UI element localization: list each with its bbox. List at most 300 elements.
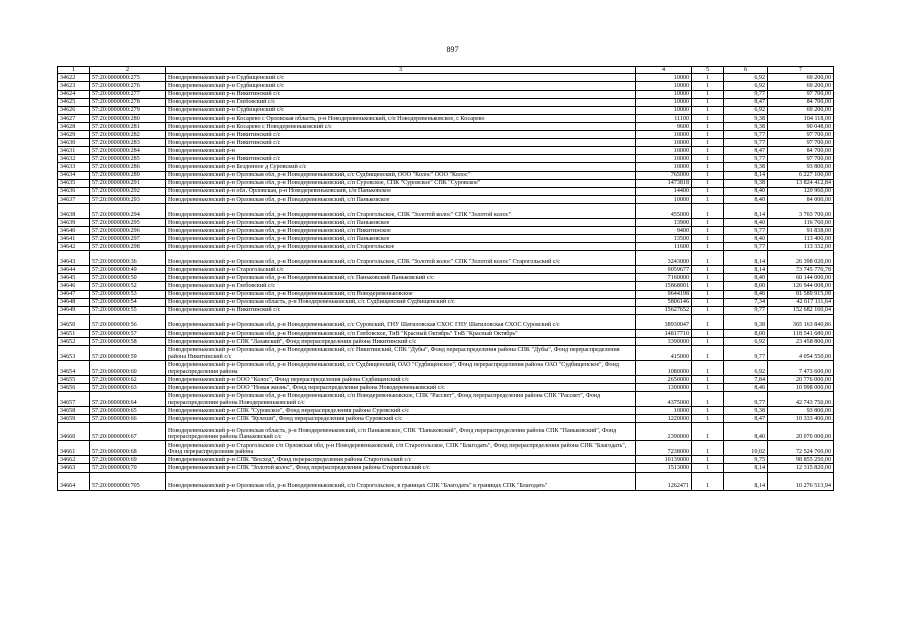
cell-total: 120 960,00 <box>768 187 834 195</box>
cell-n: 1 <box>692 441 724 456</box>
cell-area: 10000 <box>636 147 692 155</box>
cell-id: 34629 <box>58 131 90 139</box>
cell-n: 1 <box>692 290 724 298</box>
cell-cad: 57:20:0000000:289 <box>90 171 166 179</box>
cell-total: 10 333 400,00 <box>768 415 834 423</box>
cell-id: 34661 <box>58 441 90 456</box>
cell-cad: 57:20:0000000:285 <box>90 155 166 163</box>
cell-n: 1 <box>692 139 724 147</box>
cell-id: 34623 <box>58 82 90 90</box>
cell-area: 1220000 <box>636 415 692 423</box>
column-header: 4 <box>636 67 692 74</box>
column-header: 2 <box>90 67 166 74</box>
cell-desc: Новодеревеньковский р-н Глебовский с/с <box>166 98 636 106</box>
cell-cad: 57:20:0000000:705 <box>90 472 166 490</box>
cell-cad: 57:20:0000000:68 <box>90 441 166 456</box>
cell-cad: 57:20:0000000:279 <box>90 106 166 114</box>
cell-area: 9644198 <box>636 290 692 298</box>
cell-price: 8,40 <box>724 195 768 203</box>
cell-total: 116 760,00 <box>768 218 834 226</box>
cell-id: 34660 <box>58 423 90 441</box>
cell-total: 365 163 840,86 <box>768 314 834 329</box>
cell-desc: Новодеревеньковский р-н Орловская обл, р-н Новодеревеньковский, с/п Паньковское <box>166 218 636 226</box>
cell-price: 6,92 <box>724 74 768 82</box>
cell-n: 1 <box>692 423 724 441</box>
table-row <box>58 131 834 139</box>
cell-n: 1 <box>692 195 724 203</box>
cell-desc: Новодеревеньковский р-н Орловская область, р-н Новодеревеньковский, с/п Паньковское, СПК "Паньковский", Фонд перераспределения района СПК "Паньковский", Фонд перераспределения района Паньковский с/с <box>166 423 636 441</box>
cell-desc: Новодеревеньковский р-н Судбищенский с/с <box>166 106 636 114</box>
table-row <box>58 415 834 423</box>
cell-cad: 57:20:0000000:294 <box>90 203 166 218</box>
cell-price: 6,92 <box>724 337 768 345</box>
cell-price: 8,14 <box>724 171 768 179</box>
cell-cad: 57:20:0000000:70 <box>90 464 166 472</box>
cell-price: 8,40 <box>724 235 768 243</box>
table-row <box>58 472 834 490</box>
cell-area: 38930047 <box>636 314 692 329</box>
cell-total: 84 700,00 <box>768 98 834 106</box>
cell-total: 10 276 513,94 <box>768 472 834 490</box>
cell-desc: Новодеревеньковский р-н СПК "Кулеши", Фонд перераспределения района Суровский с/с <box>166 415 636 423</box>
cell-price: 8,14 <box>724 464 768 472</box>
cell-desc: Новодеревеньковский р-н <box>166 147 636 155</box>
cell-desc: Новодеревеньковский р-н Орловская обл, р-н Новодеревеньковский, с/с Судбищенский, ОАО "Судбищенское", Фонд перераспределения района ОАО "Судбищенское", Фонд перераспределения района <box>166 361 636 376</box>
cell-n: 1 <box>692 226 724 234</box>
cell-total: 98 855 250,00 <box>768 456 834 464</box>
cell-price: 8,40 <box>724 218 768 226</box>
cell-desc: Новодеревеньковский р-н Орловская обл, р-н Новодеревеньковский, с/п Старогольское <box>166 243 636 251</box>
cell-n: 1 <box>692 235 724 243</box>
cell-cad: 57:20:0000000:54 <box>90 298 166 306</box>
cell-id: 34654 <box>58 361 90 376</box>
cell-desc: Новодеревеньковский р-н Орловская обл, р-н Новодеревеньковский, с/п Новодеревеньковское, СПК "Рассвет", Фонд перераспределения района СПК "Рассвет", Фонд перераспределения района Новодеревеньковский с/с <box>166 392 636 407</box>
cell-desc: Новодеревеньковский р-н Орловская обл, р-н Новодеревеньковский, с/п Паньковское <box>166 195 636 203</box>
cell-n: 1 <box>692 274 724 282</box>
cell-id: 34634 <box>58 171 90 179</box>
table-row <box>58 346 834 361</box>
cell-area: 765000 <box>636 171 692 179</box>
cell-total: 7 473 600,00 <box>768 361 834 376</box>
cell-area: 1262471 <box>636 472 692 490</box>
cell-price: 8,14 <box>724 251 768 266</box>
cell-desc: Новодеревеньковский р-н ООО "Колос", Фонд перераспределения района Судбищенский с/с <box>166 376 636 384</box>
cell-area: 2390000 <box>636 423 692 441</box>
cell-id: 34664 <box>58 472 90 490</box>
cell-n: 1 <box>692 171 724 179</box>
cell-n: 1 <box>692 282 724 290</box>
cell-desc: Новодеревеньковский р-н Орловская обл, р-н Новодеревеньковский, с/п Суровское, СПК "Суровское" СПК "Суровское" <box>166 179 636 187</box>
table-row <box>58 384 834 392</box>
cell-price: 9,77 <box>724 392 768 407</box>
table-row <box>58 329 834 337</box>
cell-n: 1 <box>692 114 724 122</box>
table-row <box>58 147 834 155</box>
cell-n: 1 <box>692 155 724 163</box>
cell-cad: 57:20:0000000:276 <box>90 82 166 90</box>
table-row <box>58 163 834 171</box>
cell-desc: Новодеревеньковский р-н Орловская обл, р-н Новодеревеньковский, с/с Судбищенский, ООО "Колос" ООО "Колос" <box>166 171 636 179</box>
cell-n: 1 <box>692 106 724 114</box>
cell-total: 97 700,00 <box>768 139 834 147</box>
cell-price: 6,92 <box>724 361 768 376</box>
cell-area: 15627652 <box>636 306 692 314</box>
cell-total: 84 700,00 <box>768 147 834 155</box>
cell-n: 1 <box>692 243 724 251</box>
cell-id: 34653 <box>58 346 90 361</box>
cell-cad: 57:20:0000000:293 <box>90 195 166 203</box>
cell-price: 9,77 <box>724 306 768 314</box>
cell-price: 8,14 <box>724 472 768 490</box>
cell-area: 1473818 <box>636 179 692 187</box>
cell-desc: Новодеревеньковский р-н СПК "Суровское", Фонд перераспределения района Суровский с/с <box>166 407 636 415</box>
cell-id: 34641 <box>58 235 90 243</box>
cell-price: 9,38 <box>724 407 768 415</box>
cell-id: 34662 <box>58 456 90 464</box>
cell-id: 34649 <box>58 306 90 314</box>
cell-id: 34637 <box>58 195 90 203</box>
table-row <box>58 179 834 187</box>
cell-price: 7,34 <box>724 298 768 306</box>
cell-area: 7160000 <box>636 274 692 282</box>
cell-total: 113 332,00 <box>768 243 834 251</box>
cell-price: 9,77 <box>724 243 768 251</box>
cell-price: 9,77 <box>724 346 768 361</box>
cell-id: 34655 <box>58 376 90 384</box>
cell-desc: Новодеревеньковский р-н Орловская обл, р-н Новодеревеньковский, с/п Никитинское <box>166 226 636 234</box>
cell-n: 1 <box>692 407 724 415</box>
cell-cad: 57:20:0000000:286 <box>90 163 166 171</box>
table-row <box>58 274 834 282</box>
cell-n: 1 <box>692 376 724 384</box>
cell-n: 1 <box>692 464 724 472</box>
cell-price: 8,46 <box>724 290 768 298</box>
table-row <box>58 195 834 203</box>
cell-total: 81 589 915,08 <box>768 290 834 298</box>
table-row <box>58 407 834 415</box>
cell-area: 10000 <box>636 139 692 147</box>
table-row <box>58 392 834 407</box>
cell-total: 97 700,00 <box>768 155 834 163</box>
table-row <box>58 306 834 314</box>
cell-area: 3390000 <box>636 337 692 345</box>
cell-n: 1 <box>692 415 724 423</box>
cell-price: 9,38 <box>724 122 768 130</box>
cell-desc: Новодеревеньковский р-н Орловская обл, р-н Новодеревеньковский, с/с Паньковский Паньковский с/с <box>166 274 636 282</box>
column-header: 7 <box>768 67 834 74</box>
table-row <box>58 226 834 234</box>
cell-total: 84 000,00 <box>768 195 834 203</box>
table-row <box>58 298 834 306</box>
cell-id: 34644 <box>58 266 90 274</box>
cell-price: 8,40 <box>724 187 768 195</box>
cell-id: 34632 <box>58 155 90 163</box>
cell-price: 8,40 <box>724 274 768 282</box>
cell-desc: Новодеревеньковский р-н Косарево с Новодеревеньковский с/с <box>166 122 636 130</box>
cell-desc: Новодеревеньковский р-н СПК "Восход", Фонд перераспределения района Старогольский с/с <box>166 456 636 464</box>
cell-n: 1 <box>692 456 724 464</box>
cell-total: 26 398 020,00 <box>768 251 834 266</box>
cell-area: 14817710 <box>636 329 692 337</box>
cell-id: 34628 <box>58 122 90 130</box>
cell-cad: 57:20:0000000:69 <box>90 456 166 464</box>
cell-id: 34648 <box>58 298 90 306</box>
cell-cad: 57:20:0000000:62 <box>90 376 166 384</box>
cell-price: 9,77 <box>724 226 768 234</box>
table-row <box>58 243 834 251</box>
cell-desc: Новодеревеньковский р-н Орловская обл, р-н Новодеревеньковский, с/с Суровский, ГНУ Шатиловская СХОС ГНУ Шатиловская СХОС Суровский с/с <box>166 314 636 329</box>
cell-area: 10000 <box>636 163 692 171</box>
cell-n: 1 <box>692 90 724 98</box>
cell-n: 1 <box>692 329 724 337</box>
cell-total: 72 524 760,00 <box>768 441 834 456</box>
cell-cad: 57:20:0000000:36 <box>90 251 166 266</box>
cell-area: 3243000 <box>636 251 692 266</box>
cell-cad: 57:20:0000000:49 <box>90 266 166 274</box>
table-row <box>58 218 834 226</box>
cell-desc: Новодеревеньковский р-н Орловская обл, р-н Новодеревеньковский, с/п Старогольское, СПК "Золотой колос" СПК "Золотой колос" <box>166 203 636 218</box>
cell-price: 9,77 <box>724 90 768 98</box>
cell-cad: 57:20:0000000:284 <box>90 147 166 155</box>
column-number-row <box>58 67 834 74</box>
cell-total: 42 743 750,00 <box>768 392 834 407</box>
cell-total: 126 944 008,00 <box>768 282 834 290</box>
cell-area: 10000 <box>636 74 692 82</box>
cell-area: 11600 <box>636 243 692 251</box>
cell-price: 8,47 <box>724 147 768 155</box>
cell-id: 34636 <box>58 187 90 195</box>
cell-cad: 57:20:0000000:296 <box>90 226 166 234</box>
cell-price: 9,38 <box>724 314 768 329</box>
cell-price: 8,00 <box>724 282 768 290</box>
cell-cad: 57:20:0000000:292 <box>90 187 166 195</box>
cell-n: 1 <box>692 472 724 490</box>
cell-id: 34658 <box>58 407 90 415</box>
cell-id: 34652 <box>58 337 90 345</box>
cell-cad: 57:20:0000000:56 <box>90 314 166 329</box>
cell-total: 3 703 700,00 <box>768 203 834 218</box>
cell-total: 13 824 412,84 <box>768 179 834 187</box>
cell-desc: Новодеревеньковский р-н ООО "Новая жизнь", Фонд перераспределения района Новодеревеньковский с/с <box>166 384 636 392</box>
cell-price: 9,77 <box>724 139 768 147</box>
cell-price: 9,75 <box>724 456 768 464</box>
cell-desc: Новодеревеньковский р-н Судбищенский с/с <box>166 82 636 90</box>
cell-area: 1300000 <box>636 384 692 392</box>
cell-total: 23 458 800,00 <box>768 337 834 345</box>
cell-total: 10 998 000,00 <box>768 384 834 392</box>
cell-cad: 57:20:0000000:60 <box>90 361 166 376</box>
cell-n: 1 <box>692 179 724 187</box>
cell-area: 9059677 <box>636 266 692 274</box>
cell-n: 1 <box>692 361 724 376</box>
table-row <box>58 290 834 298</box>
table-row <box>58 441 834 456</box>
cell-total: 118 541 680,00 <box>768 329 834 337</box>
land-register-table <box>57 66 834 491</box>
cell-price: 8,40 <box>724 423 768 441</box>
cell-price: 8,00 <box>724 329 768 337</box>
cell-id: 34638 <box>58 203 90 218</box>
cell-cad: 57:20:0000000:280 <box>90 114 166 122</box>
cell-n: 1 <box>692 298 724 306</box>
column-header: 3 <box>166 67 636 74</box>
cell-area: 11100 <box>636 114 692 122</box>
cell-n: 1 <box>692 218 724 226</box>
cell-area: 455000 <box>636 203 692 218</box>
cell-area: 10000 <box>636 106 692 114</box>
table-row <box>58 122 834 130</box>
column-header: 6 <box>724 67 768 74</box>
cell-area: 9600 <box>636 122 692 130</box>
cell-area: 13500 <box>636 235 692 243</box>
table-row <box>58 314 834 329</box>
cell-price: 9,38 <box>724 114 768 122</box>
cell-price: 8,14 <box>724 203 768 218</box>
cell-n: 1 <box>692 98 724 106</box>
cell-total: 97 700,00 <box>768 131 834 139</box>
cell-total: 60 144 000,00 <box>768 274 834 282</box>
cell-desc: Новодеревеньковский р-н Судбищенский с/с <box>166 74 636 82</box>
cell-cad: 57:20:0000000:275 <box>90 74 166 82</box>
cell-id: 34627 <box>58 114 90 122</box>
cell-total: 20 776 000,00 <box>768 376 834 384</box>
table-row <box>58 423 834 441</box>
cell-cad: 57:20:0000000:66 <box>90 415 166 423</box>
cell-id: 34663 <box>58 464 90 472</box>
cell-n: 1 <box>692 306 724 314</box>
cell-n: 1 <box>692 337 724 345</box>
cell-id: 34645 <box>58 274 90 282</box>
cell-desc: Новодеревеньковский р-н Никитинский с/с <box>166 90 636 98</box>
cell-id: 34635 <box>58 179 90 187</box>
table-row <box>58 464 834 472</box>
cell-price: 9,38 <box>724 163 768 171</box>
cell-area: 5806146 <box>636 298 692 306</box>
cell-area: 15868001 <box>636 282 692 290</box>
cell-n: 1 <box>692 131 724 139</box>
page-number: 897 <box>446 45 459 54</box>
cell-desc: Новодеревеньковский р-н Никитинский с/с <box>166 139 636 147</box>
cell-area: 415000 <box>636 346 692 361</box>
table-row <box>58 82 834 90</box>
cell-cad: 57:20:0000000:298 <box>90 243 166 251</box>
cell-id: 34659 <box>58 415 90 423</box>
table-row <box>58 74 834 82</box>
cell-desc: Новодеревеньковский р-н Старогольское с/п Орловская обл, р-н Новодеревеньковский, с/п Старогольское, СПК "Благодать", Фонд перераспределения района СПК "Благодать", Фонд перераспределения района <box>166 441 636 456</box>
cell-price: 7,84 <box>724 376 768 384</box>
cell-total: 69 200,00 <box>768 74 834 82</box>
cell-total: 152 682 160,04 <box>768 306 834 314</box>
cell-desc: Новодеревеньковский р-н Орловская область, р-н Новодеревеньковский, с/с Судбищенский Судбищенский с/с <box>166 298 636 306</box>
table-row <box>58 90 834 98</box>
cell-cad: 57:20:0000000:53 <box>90 290 166 298</box>
cell-area: 10000 <box>636 82 692 90</box>
cell-total: 12 315 820,00 <box>768 464 834 472</box>
column-header: 1 <box>58 67 90 74</box>
cell-n: 1 <box>692 346 724 361</box>
cell-total: 4 054 550,00 <box>768 346 834 361</box>
cell-cad: 57:20:0000000:282 <box>90 131 166 139</box>
cell-desc: Новодеревеньковский р-н Глебовский с/с <box>166 282 636 290</box>
cell-n: 1 <box>692 251 724 266</box>
table-row <box>58 251 834 266</box>
cell-cad: 57:20:0000000:57 <box>90 329 166 337</box>
cell-total: 20 076 000,00 <box>768 423 834 441</box>
table-row <box>58 282 834 290</box>
table-body <box>58 74 834 490</box>
cell-price: 8,47 <box>724 415 768 423</box>
cell-desc: Новодеревеньковский р-н обл. Орловская, р-н Новодеревеньковский, с/п Паньковское <box>166 187 636 195</box>
cell-id: 34650 <box>58 314 90 329</box>
cell-area: 10139000 <box>636 456 692 464</box>
cell-cad: 57:20:0000000:64 <box>90 392 166 407</box>
cell-id: 34626 <box>58 106 90 114</box>
cell-area: 13900 <box>636 218 692 226</box>
cell-id: 34642 <box>58 243 90 251</box>
cell-total: 93 800,00 <box>768 163 834 171</box>
cell-desc: Новодеревеньковский р-н Орловская обл, р-н Новодеревеньковский, с/п Новодеревеньковское <box>166 290 636 298</box>
table-row <box>58 98 834 106</box>
cell-cad: 57:20:0000000:55 <box>90 306 166 314</box>
table-row <box>58 203 834 218</box>
table-row <box>58 337 834 345</box>
cell-n: 1 <box>692 74 724 82</box>
cell-id: 34643 <box>58 251 90 266</box>
cell-price: 8,47 <box>724 98 768 106</box>
cell-total: 42 617 111,64 <box>768 298 834 306</box>
cell-total: 69 200,00 <box>768 82 834 90</box>
cell-n: 1 <box>692 147 724 155</box>
cell-id: 34639 <box>58 218 90 226</box>
cell-id: 34651 <box>58 329 90 337</box>
cell-cad: 57:20:0000000:295 <box>90 218 166 226</box>
table-row <box>58 235 834 243</box>
cell-desc: Новодеревеньковский р-н СПК "Лазавский", Фонд перераспределения района Никитинский с/с <box>166 337 636 345</box>
table-row <box>58 139 834 147</box>
cell-n: 1 <box>692 314 724 329</box>
cell-id: 34640 <box>58 226 90 234</box>
cell-desc: Новодеревеньковский р-н Никитинский с/с <box>166 131 636 139</box>
cell-n: 1 <box>692 187 724 195</box>
cell-desc: Новодеревеньковский р-н Орловская обл, р-н Новодеревеньковский, с/п Глебовское, ТнВ "Красный Октябрь" ТнВ "Красный Октябрь" <box>166 329 636 337</box>
cell-cad: 57:20:0000000:58 <box>90 337 166 345</box>
table-row <box>58 456 834 464</box>
cell-area: 10000 <box>636 155 692 163</box>
cell-area: 10000 <box>636 195 692 203</box>
table-row <box>58 155 834 163</box>
cell-n: 1 <box>692 392 724 407</box>
cell-price: 9,38 <box>724 179 768 187</box>
table-row <box>58 266 834 274</box>
cell-cad: 57:20:0000000:52 <box>90 282 166 290</box>
cell-cad: 57:20:0000000:63 <box>90 384 166 392</box>
cell-total: 113 400,00 <box>768 235 834 243</box>
cell-id: 34624 <box>58 90 90 98</box>
cell-id: 34630 <box>58 139 90 147</box>
cell-area: 1513000 <box>636 464 692 472</box>
cell-cad: 57:20:0000000:291 <box>90 179 166 187</box>
cell-desc: Новодеревеньковский р-н Орловская обл, р-н Новодеревеньковский, с/п Старогольское, в границах СПК "Благодать" в границах СПК "Благодать" <box>166 472 636 490</box>
cell-cad: 57:20:0000000:283 <box>90 139 166 147</box>
table-row <box>58 114 834 122</box>
cell-price: 9,77 <box>724 131 768 139</box>
cell-cad: 57:20:0000000:65 <box>90 407 166 415</box>
cell-cad: 57:20:0000000:277 <box>90 90 166 98</box>
cell-area: 10000 <box>636 90 692 98</box>
cell-price: 6,92 <box>724 82 768 90</box>
cell-desc: Новодеревеньковский р-н Никитинский с/с <box>166 155 636 163</box>
table-row <box>58 361 834 376</box>
